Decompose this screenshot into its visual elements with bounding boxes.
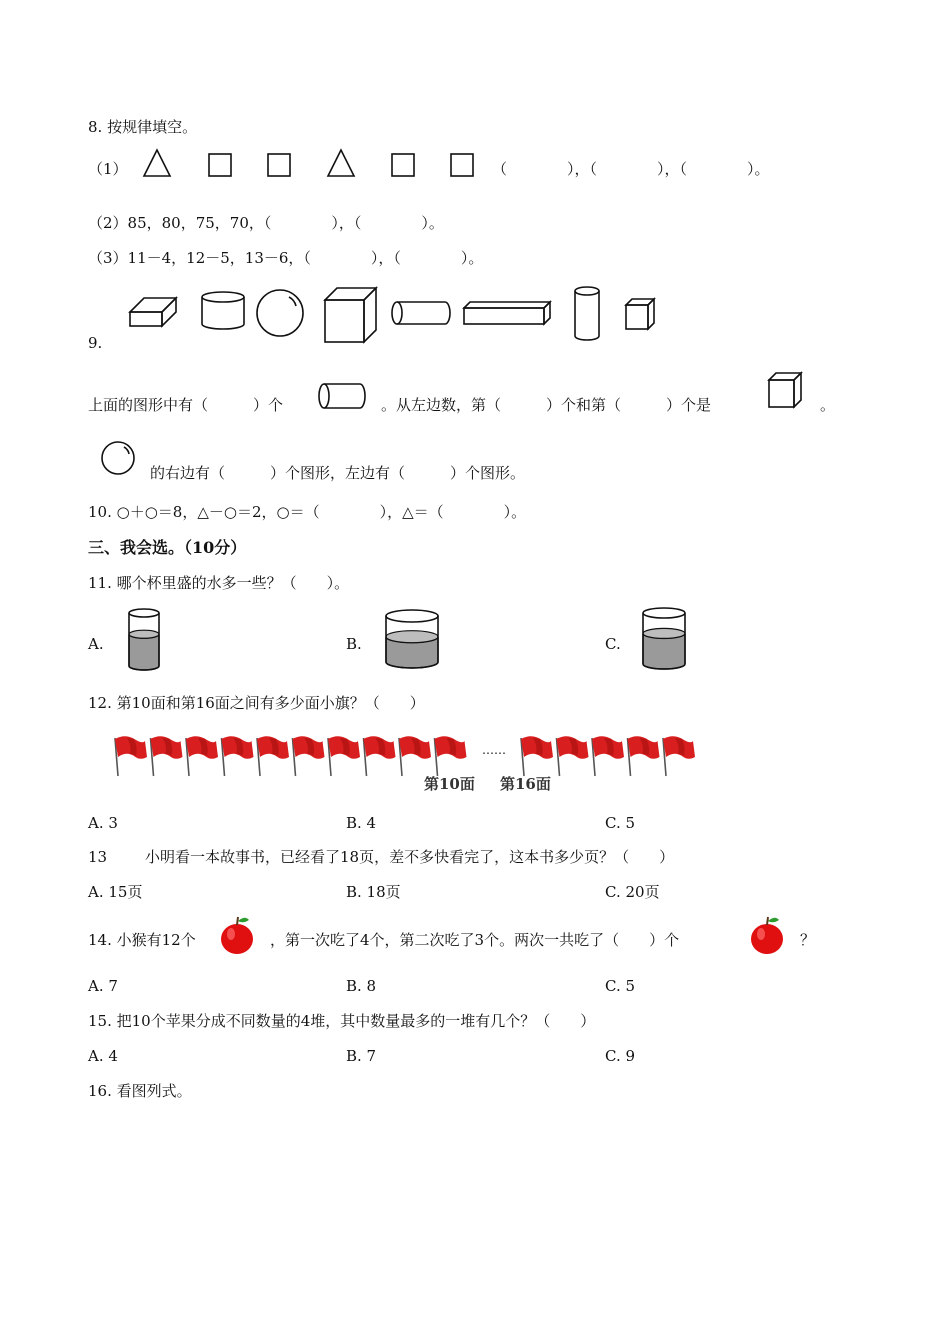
q11-text: 11. 哪个杯里盛的水多一些？（ ）。 [88, 574, 350, 592]
flag-icon-3 [186, 736, 218, 776]
tall-cylinder-shape [575, 287, 599, 340]
flag-icon-14 [628, 736, 660, 776]
small-cube-shape [626, 299, 654, 329]
flag-icon-10 [435, 736, 467, 776]
flag-icon-2 [151, 736, 183, 776]
q16-text: 16. 看图列式。 [88, 1082, 192, 1100]
q14-part1: 14. 小猴有12个 [88, 931, 196, 949]
q13-text: 小明看一本故事书，已经看了18页，差不多快看完了，这本书多少页？（ ） [145, 848, 675, 866]
flag-icon-1 [115, 736, 147, 776]
square-shape-3 [392, 154, 414, 176]
q14-option-c[interactable]: C. 5 [605, 977, 636, 995]
cup-a-icon [127, 606, 167, 676]
section3-title: 三、我会选。（10分） [88, 538, 247, 557]
flag-icon-11 [521, 736, 553, 776]
square-shape-1 [209, 154, 231, 176]
q9-line1-part2: 。从左边数，第（ ）个和第（ ）个是 [381, 396, 712, 414]
q11-option-c[interactable]: C. [605, 635, 621, 653]
q13-option-a[interactable]: A. 15页 [88, 883, 143, 901]
flag-icon-8 [364, 736, 396, 776]
q14-part2: ，第一次吃了4个，第二次吃了3个。两次一共吃了（ ）个 [270, 931, 680, 949]
q13-option-b[interactable]: B. 18页 [346, 883, 401, 901]
q12-option-a[interactable]: A. 3 [88, 814, 118, 832]
q12-option-c[interactable]: C. 5 [605, 814, 636, 832]
q13-number: 13 [88, 848, 108, 866]
horizontal-cylinder-shape [392, 302, 450, 324]
flags-ellipsis: …… [482, 743, 506, 757]
q13-option-c[interactable]: C. 20页 [605, 883, 660, 901]
q10-text: 10. ○＋○＝8，△－○＝2，○＝（ ），△＝（ ）。 [88, 503, 527, 521]
q14-end: ？ [800, 931, 816, 949]
cup-b-icon [384, 606, 444, 676]
cylinder-icon [312, 380, 372, 420]
triangle-shape-1 [144, 150, 170, 176]
q8-part2: （2）85，80，75，70，（ ），（ ）。 [88, 214, 444, 232]
flag-icon-9 [399, 736, 431, 776]
q8-title: 8. 按规律填空。 [88, 118, 198, 136]
q9-line1-end: 。 [820, 396, 836, 414]
wide-cylinder-shape [202, 292, 244, 329]
q8-part1-label: （1） [88, 160, 128, 178]
large-cube-shape [325, 288, 376, 342]
q15-text: 15. 把10个苹果分成不同数量的4堆，其中数量最多的一堆有几个？（ ） [88, 1012, 596, 1030]
q9-line1-part1: 上面的图形中有（ ）个 [88, 396, 284, 414]
flat-cuboid-shape [130, 298, 176, 326]
flag-10-label: 第10面 [424, 775, 475, 793]
flag-icon-12 [557, 736, 589, 776]
square-shape-4 [451, 154, 473, 176]
cube-icon [764, 368, 814, 418]
q8-part3: （3）11－4，12－5，13－6，（ ），（ ）。 [88, 249, 484, 267]
q15-option-a[interactable]: A. 4 [88, 1047, 118, 1065]
q11-option-a[interactable]: A. [88, 635, 104, 653]
triangle-shape-2 [328, 150, 354, 176]
square-shape-2 [268, 154, 290, 176]
flag-icon-6 [293, 736, 325, 776]
q9-shapes-row [0, 280, 950, 350]
cup-c-icon [641, 604, 691, 674]
flag-icon-13 [592, 736, 624, 776]
q9-number: 9. [88, 334, 103, 352]
q8-part1-blanks[interactable]: （ ），（ ），（ ）。 [492, 160, 770, 178]
q9-line2: 的右边有（ ）个图形，左边有（ ）个图形。 [150, 464, 526, 482]
sphere-icon [98, 436, 148, 486]
flag-16-label: 第16面 [500, 775, 551, 793]
q15-option-c[interactable]: C. 9 [605, 1047, 636, 1065]
apple-icon-2 [748, 914, 788, 958]
long-cuboid-shape [464, 302, 550, 324]
q14-option-b[interactable]: B. 8 [346, 977, 377, 995]
sphere-shape [257, 290, 303, 336]
q11-option-b[interactable]: B. [346, 635, 362, 653]
flag-icon-7 [328, 736, 360, 776]
q12-text: 12. 第10面和第16面之间有多少面小旗？（ ） [88, 694, 425, 712]
q8-pattern-shapes [0, 146, 950, 186]
flag-icon-15 [663, 736, 695, 776]
q12-option-b[interactable]: B. 4 [346, 814, 377, 832]
apple-icon [218, 914, 258, 958]
flags-row [0, 732, 950, 792]
flag-icon-4 [222, 736, 254, 776]
q14-option-a[interactable]: A. 7 [88, 977, 118, 995]
flag-icon-5 [257, 736, 289, 776]
q15-option-b[interactable]: B. 7 [346, 1047, 377, 1065]
